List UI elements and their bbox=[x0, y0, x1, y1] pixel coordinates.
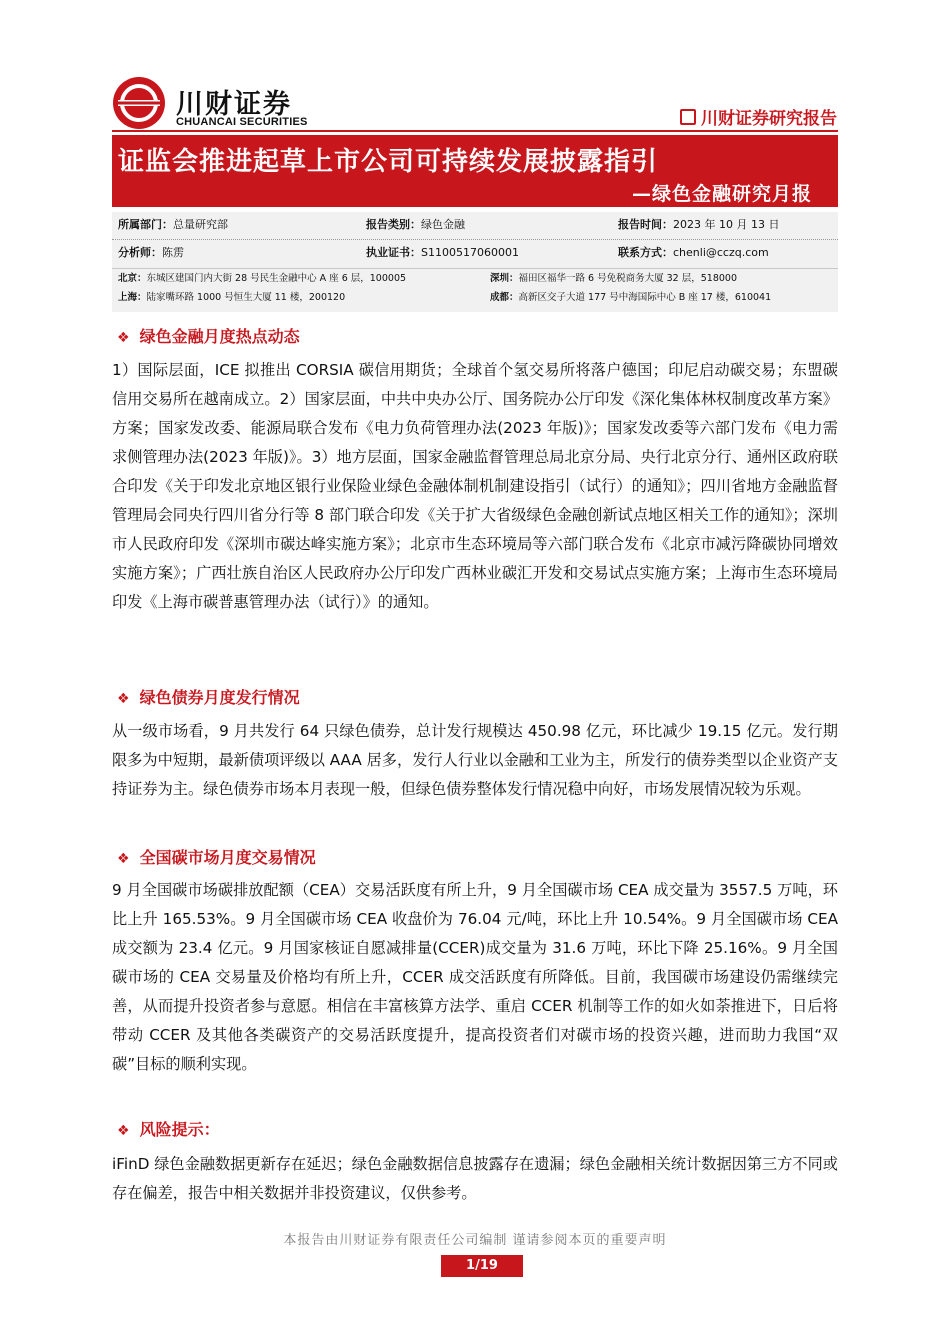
section-heading-hotspots bbox=[117, 324, 300, 347]
title-banner bbox=[112, 135, 838, 207]
report-info-block bbox=[112, 212, 838, 312]
shenzhen-label: 深圳： bbox=[490, 273, 519, 284]
report-brand-label: 川财证券研究报告 bbox=[701, 109, 837, 129]
dept-label: 所属部门： bbox=[118, 218, 173, 231]
info-row-addresses-1 bbox=[112, 268, 838, 289]
analyst-label: 分析师： bbox=[118, 246, 162, 259]
beijing-label: 北京： bbox=[118, 273, 147, 284]
cert-value: S1100517060001 bbox=[421, 246, 519, 259]
chengdu-address: 高新区交子大道 177 号中海国际中心 B 座 17 楼，610041 bbox=[518, 292, 772, 303]
section-heading-carbon-market bbox=[117, 845, 316, 868]
section-body-risk: iFinD 绿色金融数据更新存在延迟；绿色金融数据信息披露存在遗漏；绿色金融相关统计数据因第三方不同或存在偏差，报告中相关数据并非投资建议，仅供参考。 bbox=[112, 1155, 838, 1202]
report-title: 证监会推进起草上市公司可持续发展披露指引 bbox=[118, 147, 659, 177]
section-body-green-bonds: 从一级市场看，9 月共发行 64 只绿色债券，总计发行规模达 450.98 亿元，环比减少 19.15 亿元。发行期限多为中短期，最新债项评级以 AAA 居多，发行人行业以金融和工业为主，所发行的债券类型以企业资产支持证券为主。绿色债券市场本月表现一般，但绿色债券整体发行情况稳中向好，市场发展情况较为乐观。 bbox=[112, 722, 838, 798]
analyst-value: 陈雳 bbox=[162, 246, 184, 259]
shanghai-address: 陆家嘴环路 1000 号恒生大厦 11 楼，200120 bbox=[146, 292, 346, 303]
report-type-label: 报告类别： bbox=[366, 218, 421, 231]
company-logo bbox=[112, 76, 332, 132]
report-type-value: 绿色金融 bbox=[421, 218, 465, 231]
contact-email[interactable]: chenli@cczq.com bbox=[673, 246, 769, 259]
section-heading-risk bbox=[117, 1117, 220, 1140]
diamond-bullet-icon: ❖ bbox=[117, 1123, 130, 1139]
diamond-bullet-icon: ❖ bbox=[117, 691, 130, 707]
shenzhen-address: 福田区福华一路 6 号免税商务大厦 32 层，518000 bbox=[518, 273, 737, 284]
dept-value: 总量研究部 bbox=[173, 218, 228, 231]
page-number: 1/19 bbox=[441, 1255, 523, 1277]
company-logo-icon bbox=[112, 76, 166, 130]
diamond-bullet-icon: ❖ bbox=[117, 851, 130, 867]
shanghai-label: 上海： bbox=[118, 292, 147, 303]
info-row-1 bbox=[112, 212, 838, 238]
company-name-cn: 川财证券 bbox=[176, 89, 292, 120]
contact-label: 联系方式： bbox=[618, 246, 673, 259]
footer-disclaimer: 本报告由川财证券有限责任公司编制 谨请参阅本页的重要声明 bbox=[283, 1233, 667, 1248]
section-body-carbon-market: 9 月全国碳市场碳排放配额（CEA）交易活跃度有所上升，9 月全国碳市场 CEA 成交量为 3557.5 万吨，环比上升 165.53%。9 月全国碳市场 CEA 收盘价为 76.04 元/吨，环比上升 10.54%。9 月全国碳市场 CEA 成交额为 23.4 亿元。9 月国家核证自愿减排量(CCER)成交量为 31.6 万吨，环比下降 25.16%。9 月全国碳市场的 CEA 交易量及价格均有所上升，CCER 成交活跃度有所降低。目前，我国碳市场建设仍需继续完善，从而提升投资者参与意愿。相信在丰富核算方法学、重启 CCER 机制等工作的如火如荼推进下，日后将带动 CCER 及其他各类碳资产的交易活跃度提升，提高投资者们对碳市场的投资兴趣，进而助力我国“双碳”目标的顺利实现。 bbox=[112, 881, 838, 1073]
header-divider bbox=[112, 130, 838, 132]
report-brand bbox=[680, 104, 837, 129]
section-heading-green-bonds bbox=[117, 685, 300, 708]
report-time-value: 2023 年 10 月 13 日 bbox=[673, 218, 780, 231]
info-row-2 bbox=[112, 239, 838, 266]
section-heading-text: 绿色金融月度热点动态 bbox=[139, 327, 300, 346]
section-heading-text: 全国碳市场月度交易情况 bbox=[139, 848, 316, 867]
diamond-bullet-icon: ❖ bbox=[117, 330, 130, 346]
section-heading-text: 风险提示： bbox=[139, 1120, 220, 1139]
chengdu-label: 成都： bbox=[490, 292, 519, 303]
beijing-address: 东城区建国门内大街 28 号民生金融中心 A 座 6 层，100005 bbox=[146, 273, 407, 284]
company-name-en: CHUANCAI SECURITIES bbox=[176, 116, 308, 128]
info-row-addresses-2 bbox=[112, 288, 838, 308]
report-time-label: 报告时间： bbox=[618, 218, 673, 231]
report-subtitle: —绿色金融研究月报 bbox=[631, 183, 812, 205]
brand-square-icon bbox=[680, 109, 696, 125]
section-heading-text: 绿色债券月度发行情况 bbox=[139, 688, 300, 707]
cert-label: 执业证书： bbox=[366, 246, 421, 259]
section-body-hotspots: 1）国际层面，ICE 拟推出 CORSIA 碳信用期货；全球首个氢交易所将落户德国；印尼启动碳交易；东盟碳信用交易所在越南成立。2）国家层面，中共中央办公厅、国务院办公厅印发《深化集体林权制度改革方案》方案；国家发改委、能源局联合发布《电力负荷管理办法(2023 年版)》；国家发改委等六部门发布《电力需求侧管理办法(2023 年版)》。3）地方层面，国家金融监督管理总局北京分局、央行北京分行、通州区政府联合印发《关于印发北京地区银行业保险业绿色金融体制机制建设指引（试行）的通知》；四川省地方金融监督管理局会同央行四川省分行等 8 部门联合印发《关于扩大省级绿色金融创新试点地区相关工作的通知》；深圳市人民政府印发《深圳市碳达峰实施方案》；北京市生态环境局等六部门联合发布《北京市减污降碳协同增效实施方案》；广西壮族自治区人民政府办公厅印发广西林业碳汇开发和交易试点实施方案；上海市生态环境局印发《上海市碳普惠管理办法（试行）》的通知。 bbox=[112, 361, 838, 611]
